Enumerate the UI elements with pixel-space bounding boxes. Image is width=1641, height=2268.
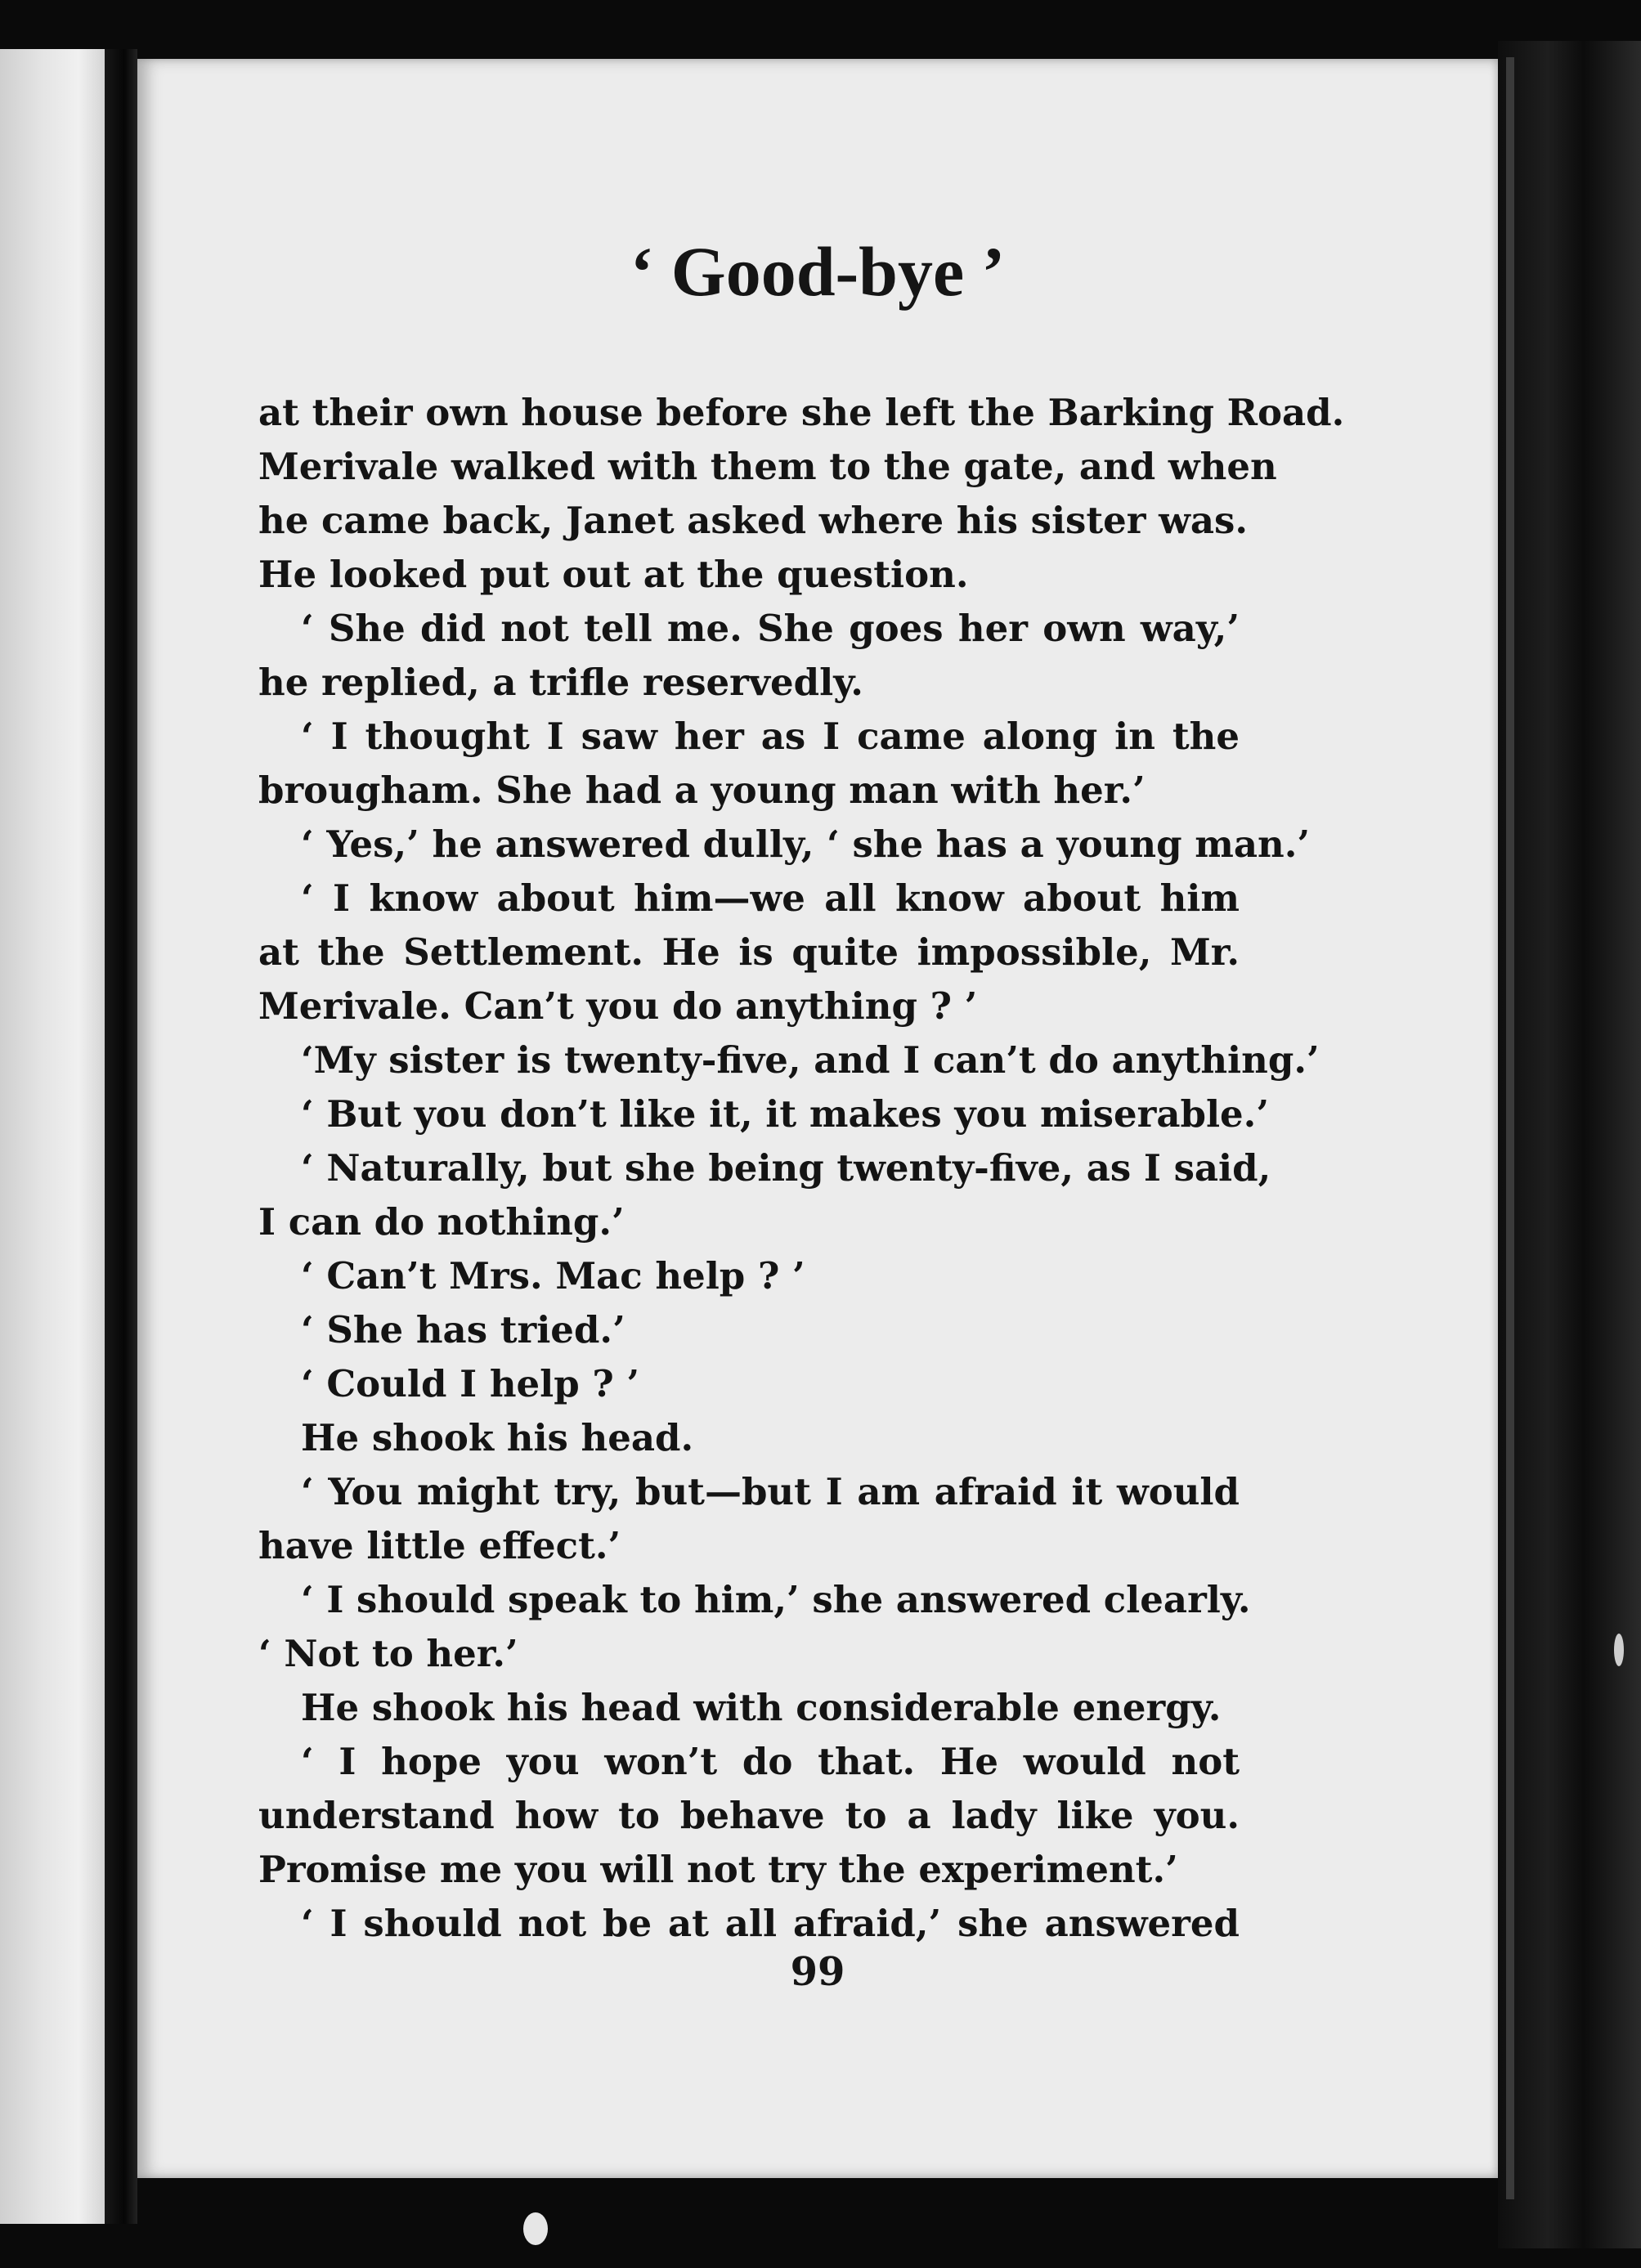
text-line: Merivale. Can’t you do anything ? ’ (258, 984, 978, 1028)
page-number: 99 (790, 1949, 845, 1995)
page-edge-line (1506, 57, 1514, 2199)
text-line: I can do nothing.’ (258, 1200, 625, 1244)
text-line: ‘ I should speak to him,’ she answered clearly. (301, 1578, 1251, 1621)
text-line: ‘ But you don’t like it, it makes you miserable.’ (301, 1092, 1270, 1136)
scan-artifact (523, 2212, 548, 2245)
text-line: brougham. She had a young man with her.’ (258, 769, 1146, 812)
text-line: have little effect.’ (258, 1524, 621, 1567)
text-line: ‘My sister is twenty-five, and I can’t do anything.’ (301, 1038, 1320, 1082)
text-line: ‘ She did not tell me. She goes her own way,’ (301, 607, 1240, 650)
text-line: he replied, a trifle reservedly. (258, 661, 863, 704)
text-line: Promise me you will not try the experiment.’ (258, 1848, 1178, 1891)
body-text (258, 386, 1345, 1951)
text-line: ‘ I hope you won’t do that. He would not (301, 1740, 1240, 1783)
text-line: ‘ I should not be at all afraid,’ she answered (301, 1902, 1240, 1945)
text-line: He looked put out at the question. (258, 553, 969, 596)
text-line: ‘ You might try, but—but I am afraid it would (301, 1470, 1240, 1513)
text-line: ‘ Can’t Mrs. Mac help ? ’ (301, 1254, 805, 1298)
scan-artifact (1614, 1634, 1624, 1666)
text-line: at the Settlement. He is quite impossible, Mr. (258, 930, 1240, 974)
text-line: ‘ Could I help ? ’ (301, 1362, 640, 1405)
text-line: ‘ Not to her.’ (258, 1632, 518, 1675)
text-line: He shook his head. (301, 1416, 694, 1459)
book-cover-edge (1498, 41, 1641, 2248)
text-line: ‘ I thought I saw her as I came along in the (301, 715, 1240, 758)
running-head: ‘ Good-bye ’ (630, 232, 1006, 311)
book-gutter (105, 49, 137, 2224)
text-line: at their own house before she left the Barking Road. (258, 391, 1345, 434)
text-line: He shook his head with considerable energy. (301, 1686, 1222, 1729)
text-line: ‘ She has tried.’ (301, 1308, 625, 1351)
text-line: understand how to behave to a lady like you. (258, 1794, 1240, 1837)
text-line: Merivale walked with them to the gate, and when (258, 445, 1277, 488)
book-page (137, 59, 1498, 2178)
text-line: ‘ Naturally, but she being twenty-five, as I said, (301, 1146, 1271, 1190)
text-line: ‘ I know about him—we all know about him (301, 876, 1240, 920)
facing-page-edge (0, 49, 105, 2224)
text-line: ‘ Yes,’ he answered dully, ‘ she has a young man.’ (301, 822, 1311, 866)
text-line: he came back, Janet asked where his sister was. (258, 499, 1249, 542)
